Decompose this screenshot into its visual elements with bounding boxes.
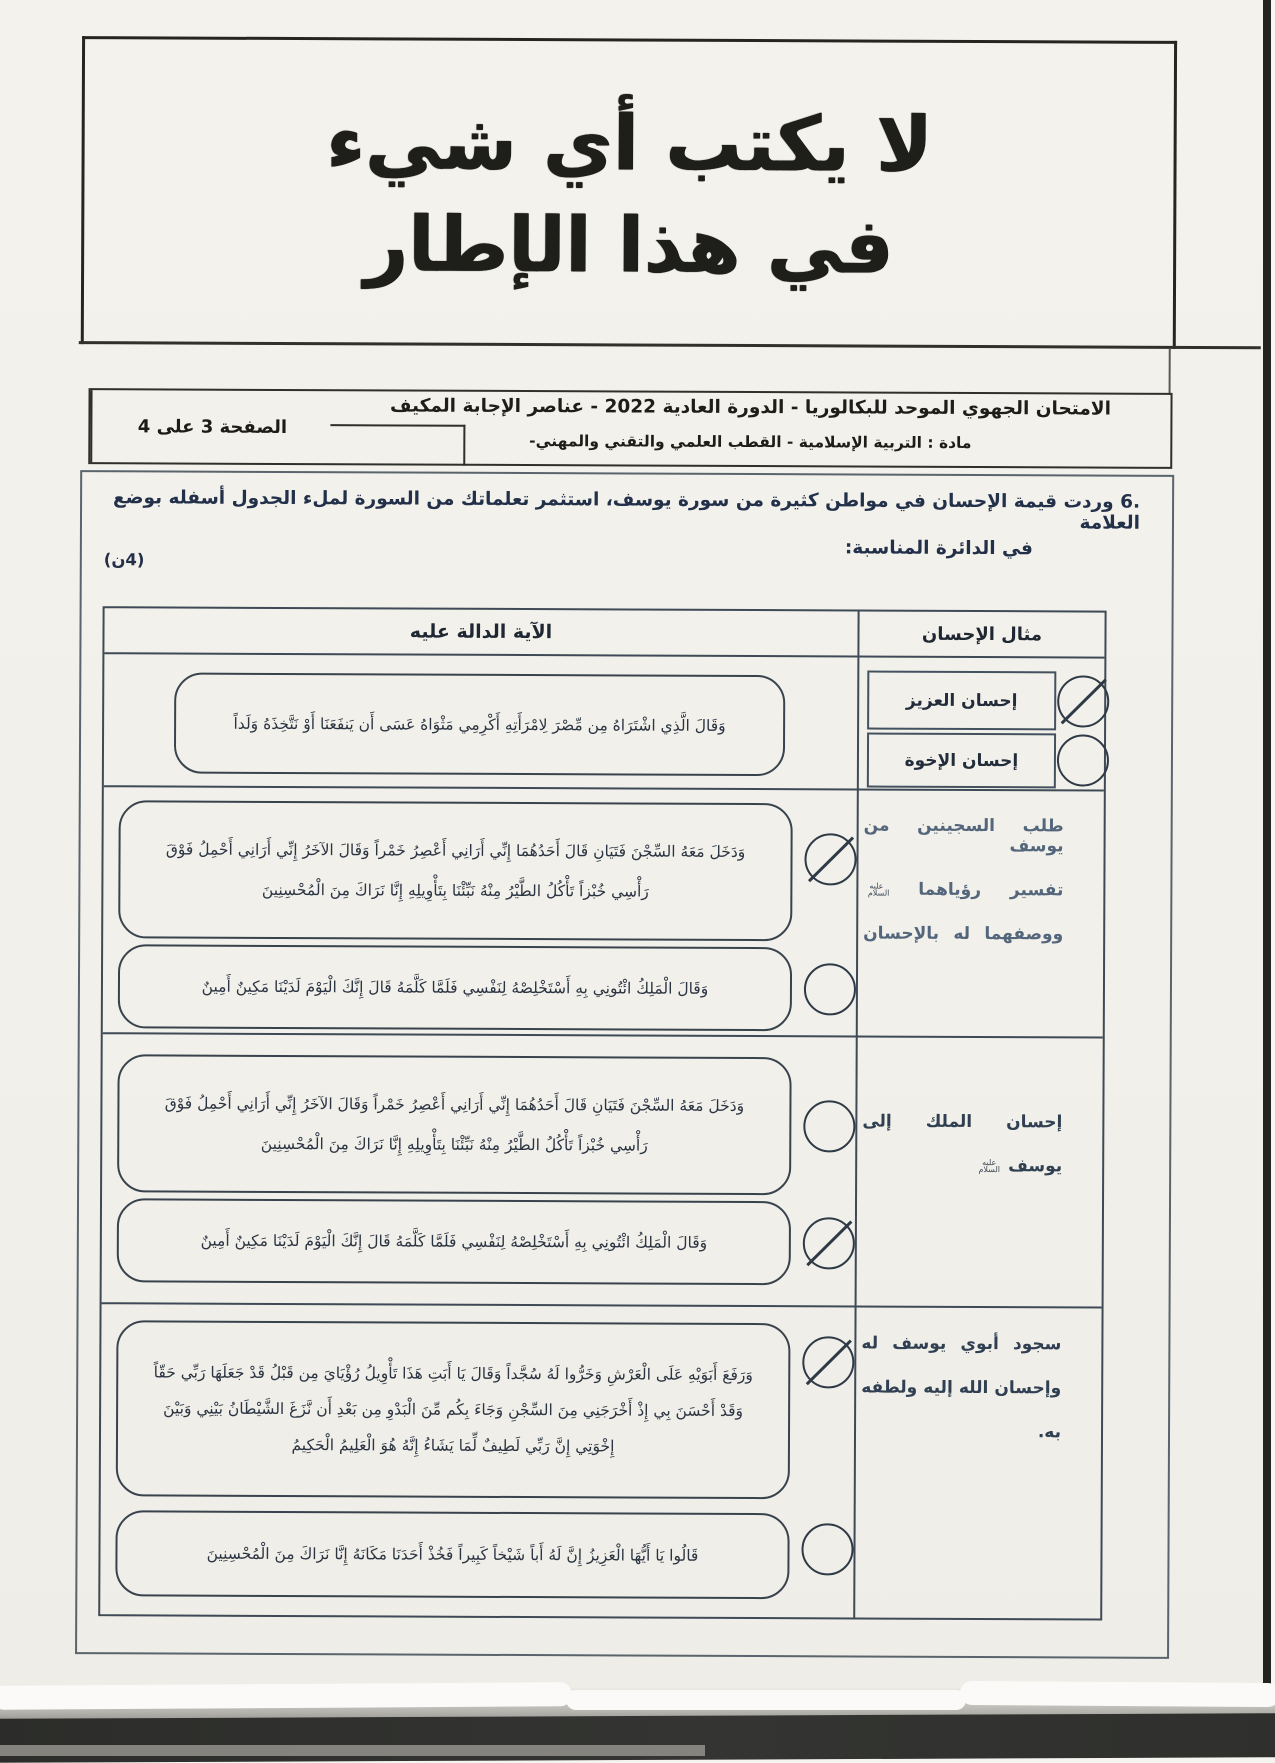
verse-text: وَقَالَ الْمَلِكُ ائْتُونِي بِهِ أَسْتَخْلِصْهُ لِنَفْسِي فَلَمَّا كَلَّمَهُ قَالَ إِنَّكَ الْيَوْمَ لَدَيْنَا مَكِينٌ أَمِينٌ [200,1231,708,1252]
example-label-parents [861,1334,1062,1467]
question-text-line2: في الدائرة المناسبة: [844,537,1033,560]
label-line: سجود أبوي يوسف له [861,1333,1062,1355]
row-divider [102,1302,1102,1308]
example-label-prisoners [863,816,1064,969]
verse-text: وَقَدْ أَحْسَنَ بِي إِذْ أَخْرَجَنِي مِنَ السِّجْنِ وَجَاءَ بِكُم مِّنَ الْبَدْوِ مِن بَعْدِ أَن نَّزَغَ الشَّيْطَانُ بَيْنِي وَبَيْنَ [163,1399,744,1420]
answer-circle [801,1523,853,1575]
points-badge: (4ن) [103,550,145,570]
example-label-aziz: إحسان العزيز [867,671,1056,731]
exam-title: الامتحان الجهوي الموحد للبكالوريا - الدورة العادية 2022 - عناصر الإجابة المكيف [389,395,1112,420]
question-number: 6. [1120,491,1141,513]
verse-text: إِخْوَتِي إِنَّ رَبِّي لَطِيفٌ لِّمَا يَشَاءُ إِنَّهُ هُوَ الْعَلِيمُ الْحَكِيمُ [291,1436,615,1456]
answer-circle [802,1336,854,1388]
label-line: إحسان الملك إلى [862,1111,1063,1133]
scan-edge-shadow [1263,0,1271,1714]
column-divider [853,611,859,1617]
scan-edge-margin [1271,0,1275,1714]
verse-text: وَرَفَعَ أَبَوَيْهِ عَلَى الْعَرْشِ وَخَرُّوا لَهُ سُجَّداً وَقَالَ يَا أَبَتِ هَذَا تَأْوِيلُ رُؤْيَايَ مِن قَبْلُ قَدْ جَعَلَهَا رَبِّي حَقّاً [153,1363,753,1385]
alayhi-salam-stamp: عليه السلام [978,1157,1001,1175]
verse-box [115,1510,789,1599]
page-edge-curl [0,1682,572,1710]
exam-subject-line: مادة : التربية الإسلامية - القطب العلمي والتقني والمهني- [529,432,972,452]
verse-text: وَقَالَ الَّذِي اشْتَرَاهُ مِن مِّصْرَ لِامْرَأَتِهِ أَكْرِمِي مَثْوَاهُ عَسَى أَن يَنفَعَنَا أَوْ نَتَّخِذَهُ وَلَداً [233,714,726,735]
verse-box [117,1198,791,1285]
question-text: وردت قيمة الإحسان في مواطن كثيرة من سورة يوسف، استثمر تعلماتك من السورة لملء الجدول أسفله بوضع العلامة [112,487,1141,534]
scanner-background-strip [0,1745,705,1756]
example-label-ikhwa: إحسان الإخوة [867,733,1056,789]
label-line: طلب السجينين من يوسف [863,815,1064,857]
empty-header-box [330,424,465,466]
answer-circle-aziz [1057,675,1109,727]
alayhi-salam-stamp: عليه السلام [867,881,890,898]
label-line: يوسف عليه السلام [862,1156,1062,1177]
page-number-cell: الصفحة 3 على 4 [90,390,332,463]
label-line: وإحسان الله إليه ولطفه [861,1377,1062,1399]
verse-text: وَدَخَلَ مَعَهُ السِّجْنَ فَتَيَانِ قَالَ أَحَدُهُمَا إِنِّي أَرَانِي أَعْصِرُ خَمْراً وَقَالَ الآخَرُ إِنِّي أَرَانِي أَحْمِلُ فَوْقَ [165,840,746,861]
answer-circle [803,1100,855,1152]
example-label-king [862,1112,1062,1201]
calligraphy-line-1: لا يكتب أي شيء [325,97,933,189]
verse-text: رَأْسِي خُبْزاً تَأْكُلُ الطَّيْرُ مِنْهُ نَبِّئْنَا بِتَأْوِيلِهِ إِنَّا نَرَاكَ مِنَ الْمُحْسِنِينَ [261,880,649,901]
verse-box [174,673,785,777]
label-line: ووصفهما له بالإحسان [863,923,1064,945]
answer-circle-ikhwa [1057,734,1109,786]
answer-circle [804,833,856,885]
question-text-line1 [98,487,1140,534]
verse-text: قَالُوا يَا أَيُّهَا الْعَزِيزُ إِنَّ لَهُ أَباً شَيْخاً كَبِيراً فَخُذْ أَحَدَنَا مَكَانَهُ إِنَّا نَرَاكَ مِنَ الْمُحْسِنِينَ [206,1544,699,1565]
label-line: تفسير رؤياهما عليه السلام [863,880,1063,901]
verse-text: وَدَخَلَ مَعَهُ السِّجْنَ فَتَيَانِ قَالَ أَحَدُهُمَا إِنِّي أَرَانِي أَعْصِرُ خَمْراً وَقَالَ الآخَرُ إِنِّي أَرَانِي أَحْمِلُ فَوْقَ [164,1094,745,1115]
page-edge-curl [960,1681,1275,1707]
do-not-write-frame [81,36,1177,349]
exam-header-table [88,388,1172,469]
ihsan-table [98,606,1106,1620]
verse-box [116,1320,791,1499]
verse-text: رَأْسِي خُبْزاً تَأْكُلُ الطَّيْرُ مِنْهُ نَبِّئْنَا بِتَأْوِيلِهِ إِنَّا نَرَاكَ مِنَ الْمُحْسِنِينَ [260,1134,648,1155]
answer-circle [803,1217,855,1269]
table-header-example-column: مثال الإحسان [921,623,1043,645]
label-line: به. [1037,1422,1062,1443]
verse-box [118,944,792,1031]
row-divider [103,1032,1103,1038]
table-header-verse-column: الآية الدالة عليه [409,620,553,644]
answer-circle [804,963,856,1015]
verse-box [118,800,793,941]
page-edge-curl [566,1690,966,1710]
scan-fold-line [1169,349,1171,395]
verse-box [117,1054,792,1195]
calligraphy-line-2: في هذا الإطار [363,198,894,291]
verse-text: وَقَالَ الْمَلِكُ ائْتُونِي بِهِ أَسْتَخْلِصْهُ لِنَفْسِي فَلَمَّا كَلَّمَهُ قَالَ إِنَّكَ الْيَوْمَ لَدَيْنَا مَكِينٌ أَمِينٌ [201,977,709,998]
